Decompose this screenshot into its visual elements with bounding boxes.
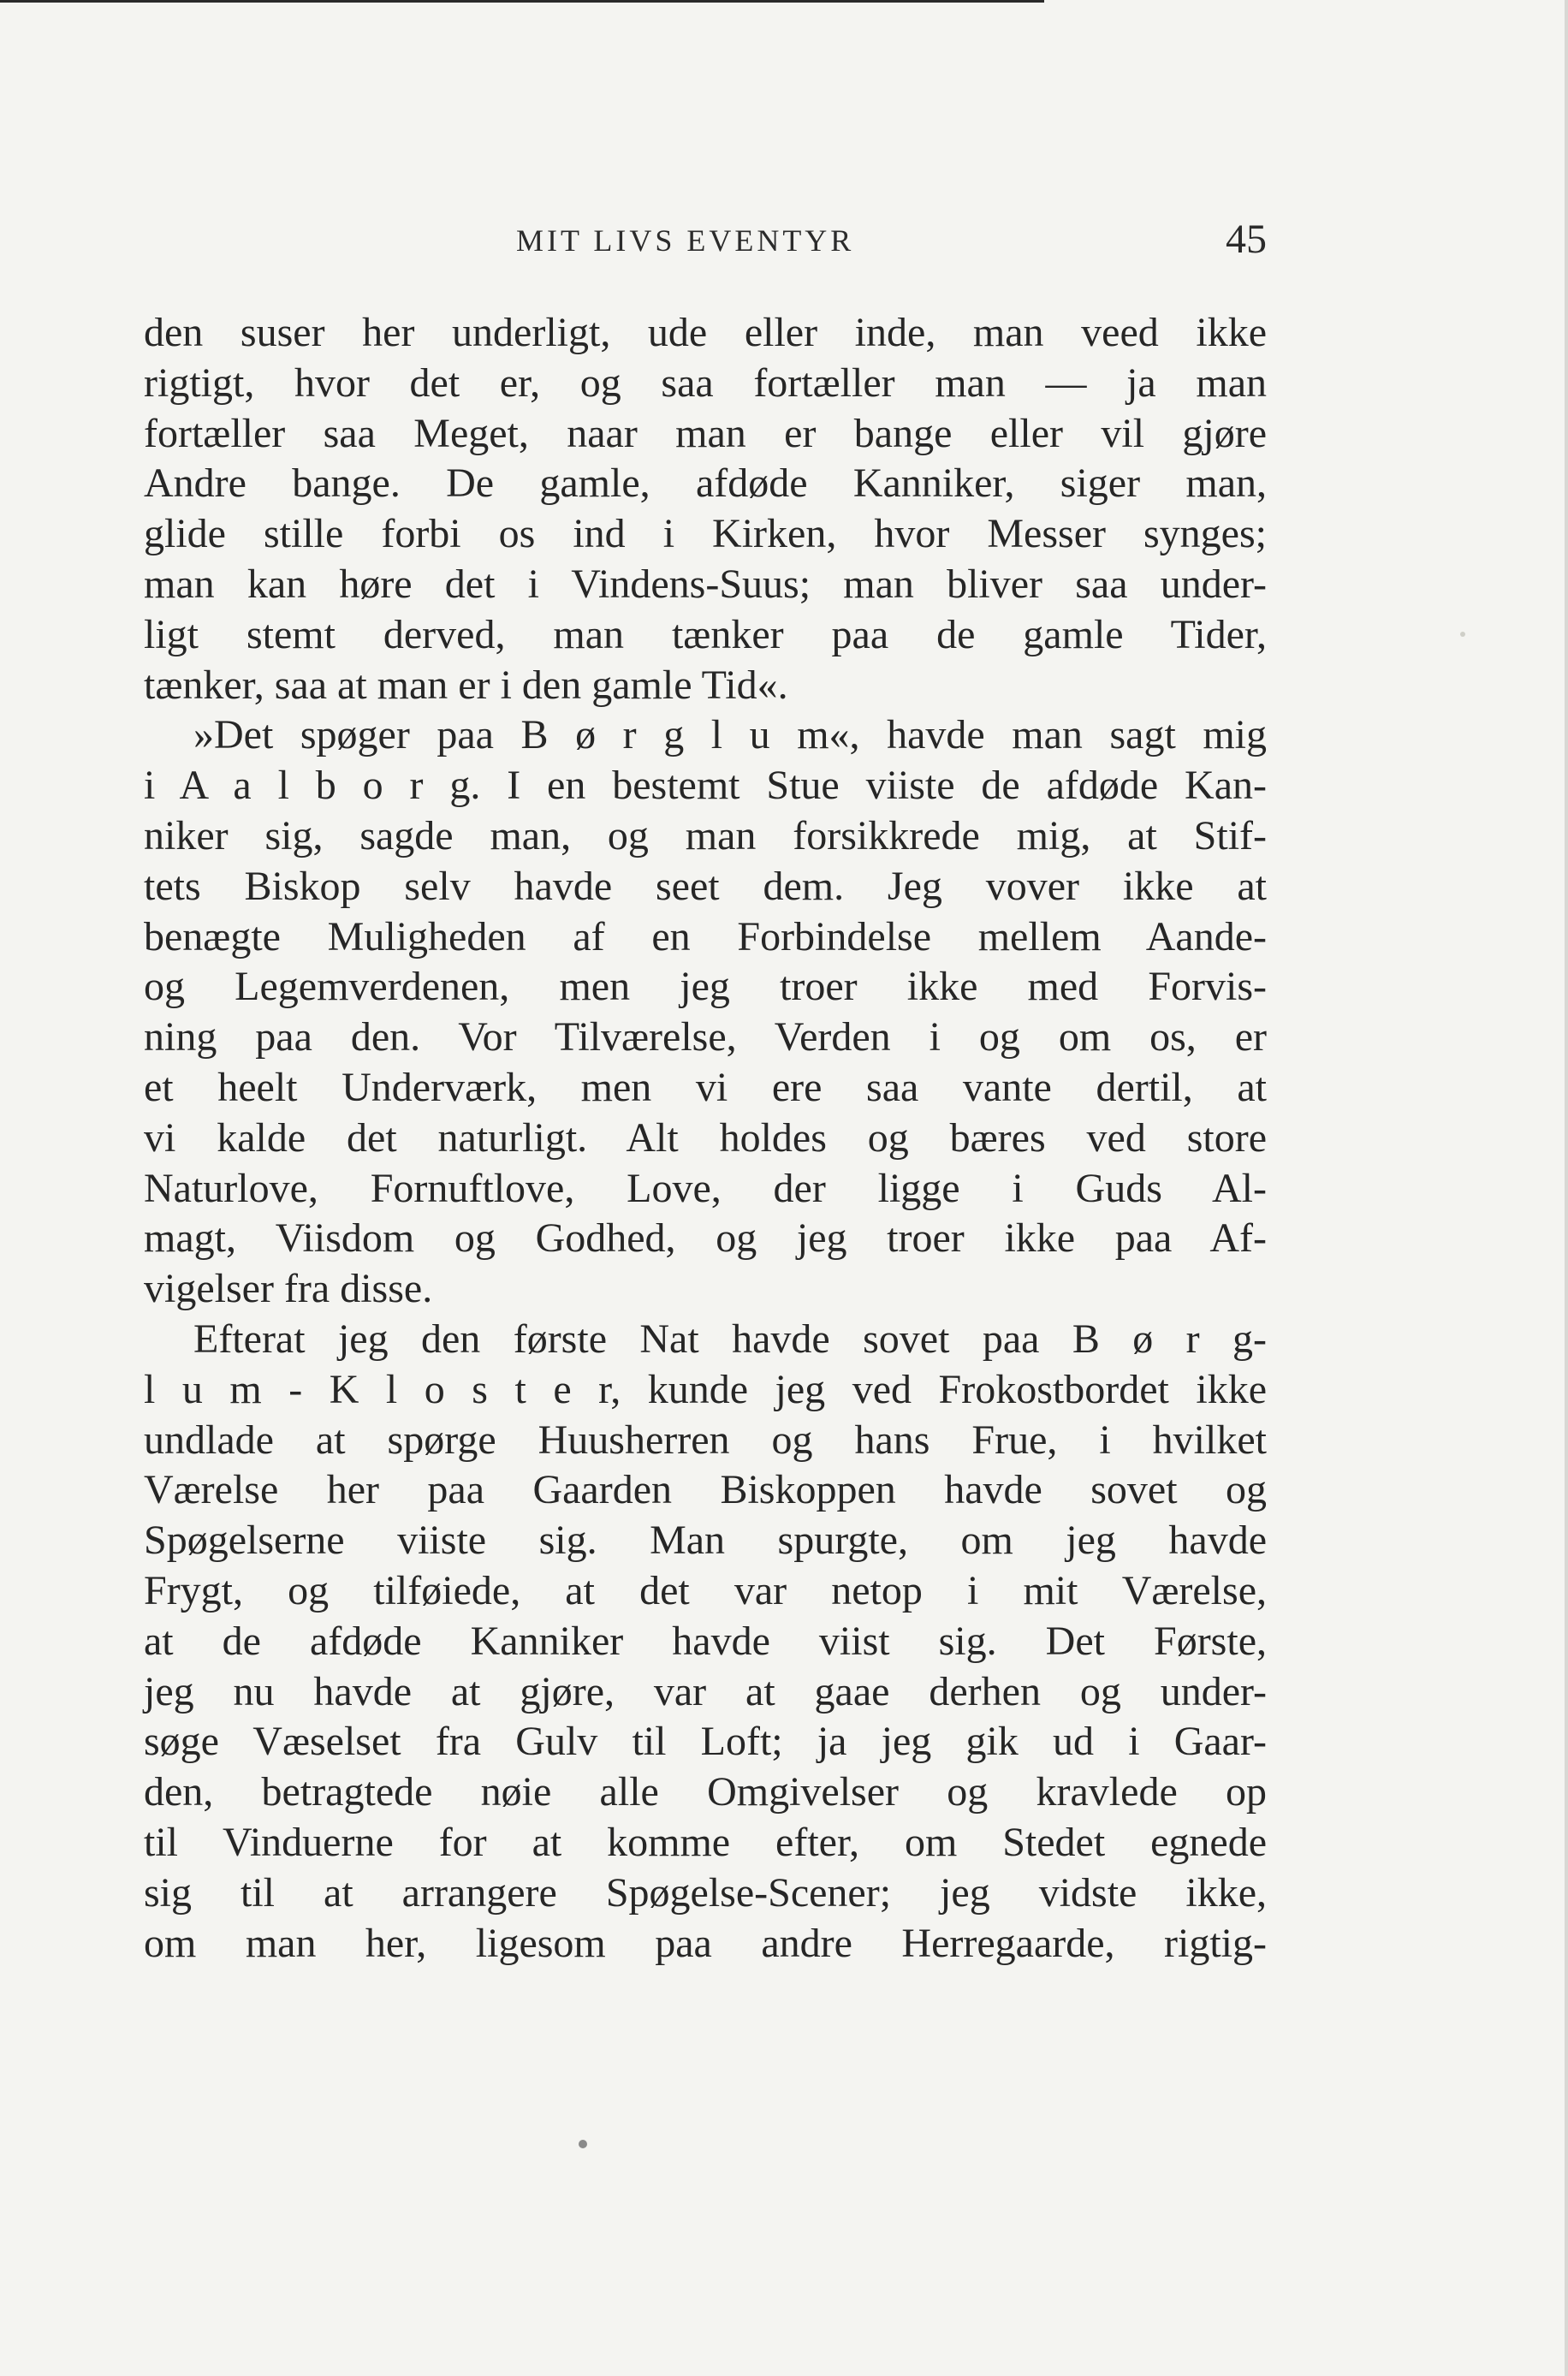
text-line: Naturlove, Fornuftlove, Love, der ligge i Guds Al- bbox=[144, 1165, 1267, 1211]
text-line: i A a l b o r g. I en bestemt Stue viiste de afdøde Kan- bbox=[144, 763, 1267, 809]
text-line: et heelt Underværk, men vi ere saa vante dertil, at bbox=[144, 1064, 1267, 1110]
text-line: tænker, saa at man er i den gamle Tid«. bbox=[144, 662, 788, 708]
page-top-edge bbox=[0, 0, 1044, 3]
text-line: Efterat jeg den første Nat havde sovet paa B ø r g- bbox=[193, 1316, 1267, 1362]
text-line: l u m - K l o s t e r, kunde jeg ved Frokostbordet ikke bbox=[144, 1366, 1267, 1412]
text-line: jeg nu havde at gjøre, var at gaae derhen og under- bbox=[144, 1668, 1267, 1714]
text-line: »Det spøger paa B ø r g l u m«, havde man sagt mig bbox=[193, 712, 1267, 758]
paper-speck bbox=[1460, 632, 1465, 637]
text-line: at de afdøde Kanniker havde viist sig. Det Første, bbox=[144, 1618, 1267, 1664]
text-line: om man her, ligesom paa andre Herregaarde, rigtig- bbox=[144, 1920, 1267, 1966]
text-line: magt, Viisdom og Godhed, og jeg troer ikke paa Af- bbox=[144, 1215, 1267, 1262]
text-line: vigelser fra disse. bbox=[144, 1266, 433, 1312]
running-title: MIT LIVS EVENTYR bbox=[516, 223, 855, 258]
text-line: og Legemverdenen, men jeg troer ikke med Forvis- bbox=[144, 964, 1267, 1010]
text-line: rigtigt, hvor det er, og saa fortæller man — ja man bbox=[144, 359, 1267, 406]
page-number: 45 bbox=[1226, 217, 1267, 262]
text-line: ning paa den. Vor Tilværelse, Verden i og om os, er bbox=[144, 1014, 1267, 1060]
text-line: den suser her underligt, ude eller inde, man veed ikke bbox=[144, 310, 1267, 355]
body-text bbox=[144, 308, 1267, 1969]
text-line: fortæller saa Meget, naar man er bange eller vil gjøre bbox=[144, 410, 1267, 456]
text-line: den, betragtede nøie alle Omgivelser og kravlede op bbox=[144, 1769, 1267, 1815]
text-line: søge Væselset fra Gulv til Loft; ja jeg gik ud i Gaar- bbox=[144, 1719, 1267, 1765]
text-line: glide stille forbi os ind i Kirken, hvor Messer synges; bbox=[144, 511, 1267, 557]
text-line: sig til at arrangere Spøgelse-Scener; jeg vidste ikke, bbox=[144, 1869, 1267, 1916]
text-line: Værelse her paa Gaarden Biskoppen havde sovet og bbox=[144, 1467, 1267, 1513]
text-line: undlade at spørge Huusherren og hans Frue, i hvilket bbox=[144, 1417, 1267, 1463]
page-right-edge bbox=[1565, 0, 1568, 2376]
text-line: vi kalde det naturligt. Alt holdes og bæres ved store bbox=[144, 1114, 1267, 1161]
text-line: Spøgelserne viiste sig. Man spurgte, om jeg havde bbox=[144, 1518, 1267, 1564]
text-line: Andre bange. De gamle, afdøde Kanniker, siger man, bbox=[144, 460, 1267, 507]
text-line: tets Biskop selv havde seet dem. Jeg vover ikke at bbox=[144, 863, 1267, 909]
text-line: Frygt, og tilføiede, at det var netop i mit Værelse, bbox=[144, 1567, 1267, 1613]
text-line: ligt stemt derved, man tænker paa de gamle Tider, bbox=[144, 611, 1267, 657]
text-line: man kan høre det i Vindens-Suus; man bliver saa under- bbox=[144, 561, 1267, 607]
ink-speck bbox=[579, 2140, 587, 2148]
text-line: til Vinduerne for at komme efter, om Stedet egnede bbox=[144, 1819, 1267, 1865]
text-line: benægte Muligheden af en Forbindelse mellem Aande- bbox=[144, 913, 1267, 959]
text-line: niker sig, sagde man, og man forsikkrede mig, at Stif- bbox=[144, 812, 1267, 858]
page-header bbox=[144, 216, 1267, 276]
